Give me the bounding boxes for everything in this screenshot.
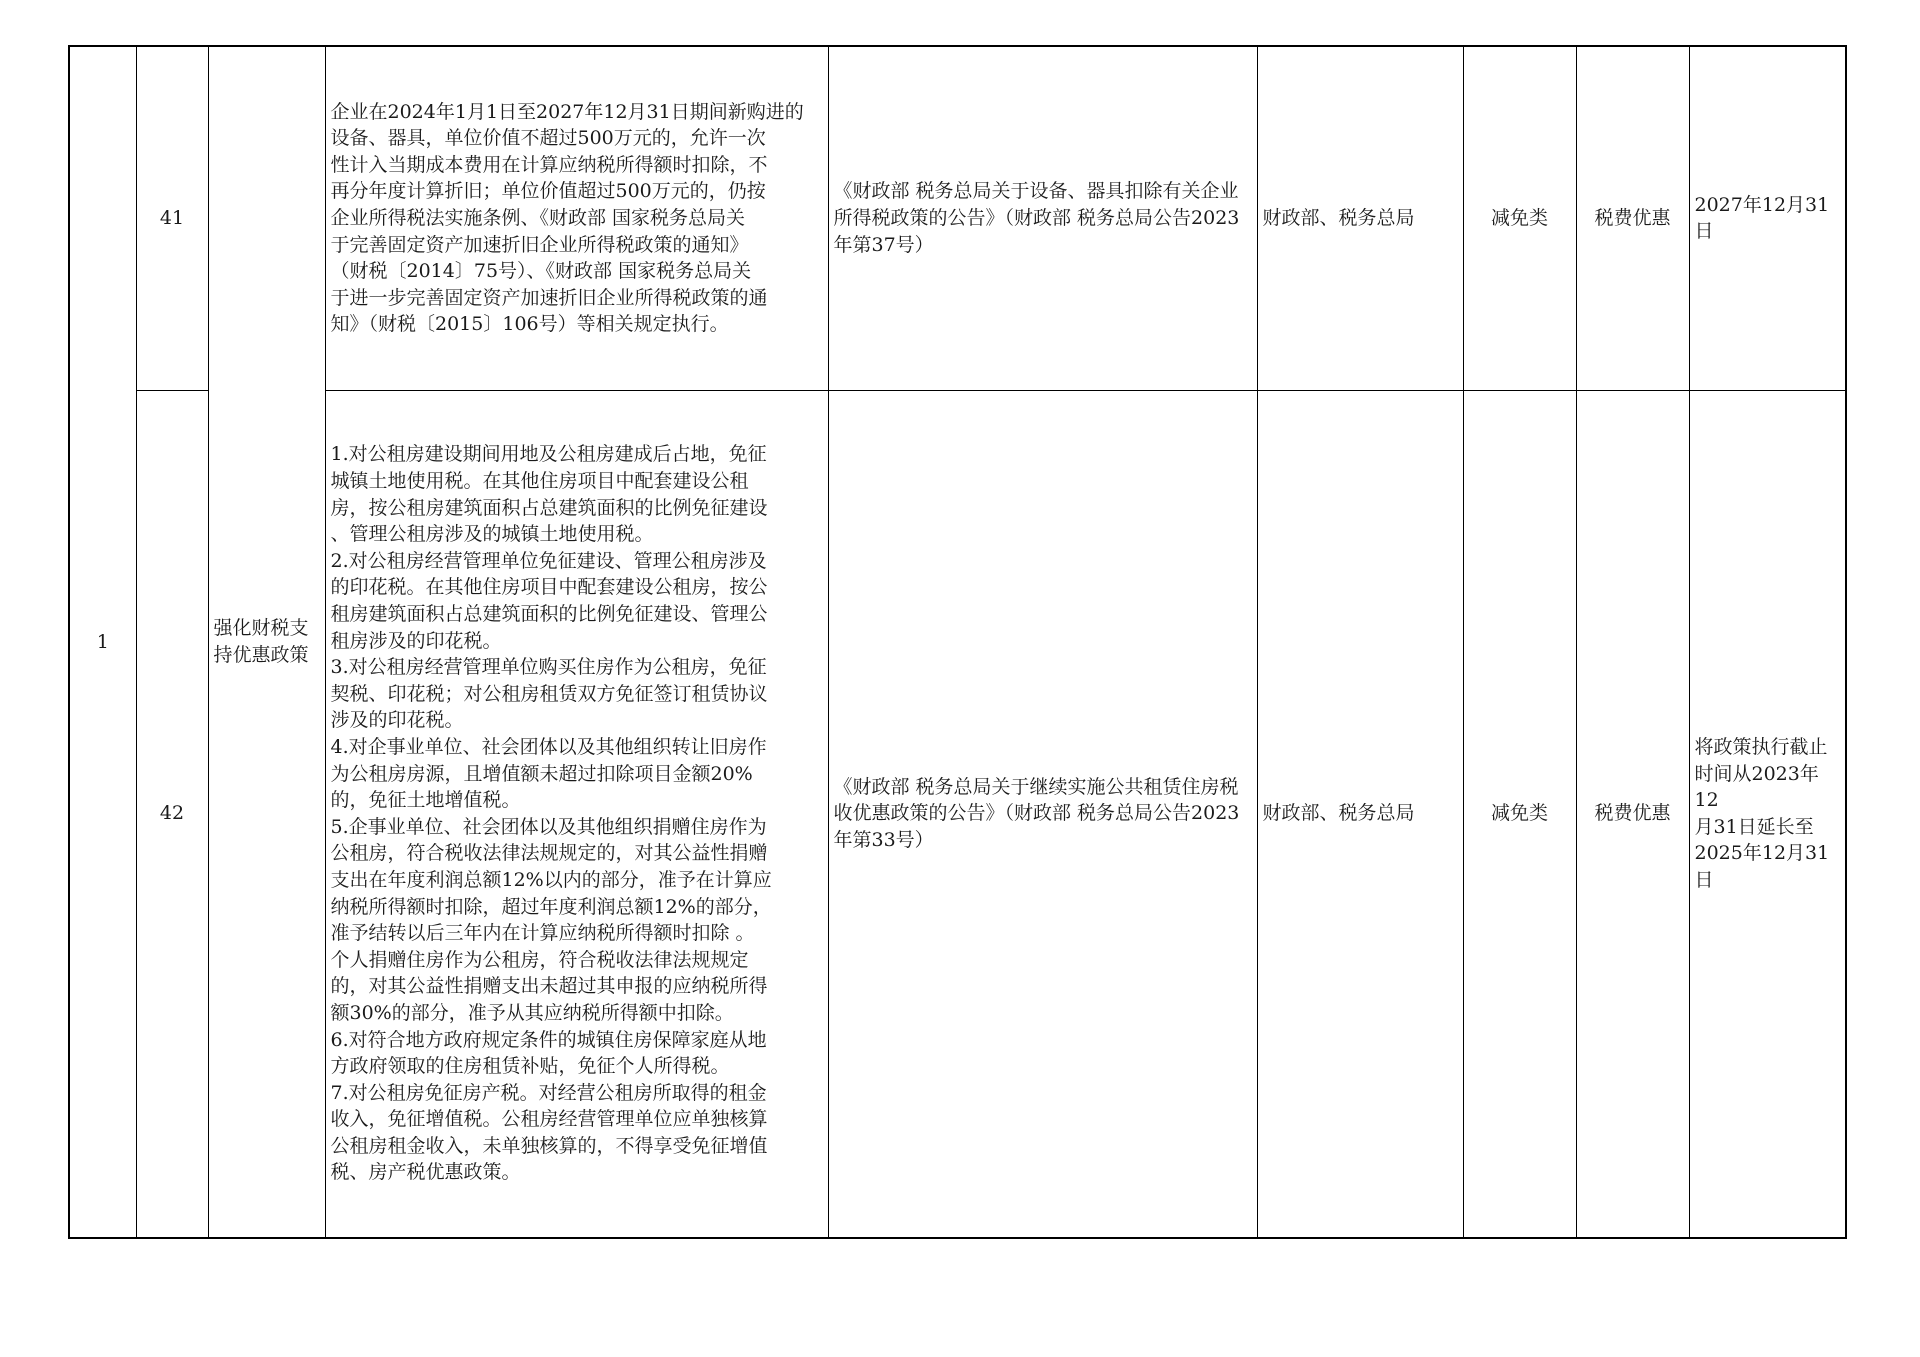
policy-type: 减免类: [1490, 802, 1548, 825]
policy-content: 1.对公租房建设期间用地及公租房建成后占地，免征 城镇土地使用税。在其他住房项目中配套建设公租 房，按公租房建筑面积占总建筑面积的比例免征建设 、管理公租房涉及的城镇土地使用税。 2.对公租房经营管理单位免征建设、管理公租房涉及 的印花税。在其他住房项目中配套建设公租房，按公 租房建筑面积占总建筑面积的比例免征建设、管理公 租房涉及的印花税。 3.对公租房经营管理单位购买住房作为公租房，免征 契税、印花税；对公租房租赁双方免征签订租赁协议 涉及的印花税。 4.对企事业单位、社会团体以及其他组织转让旧房作 为公租房房源，且增值额未超过扣除项目金额20% 的，免征土地增值税。 5.企事业单位、社会团体以及其他组织捐赠住房作为 公租房，符合税收法律法规规定的，对其公益性捐赠 支出在年度利润总额12%以内的部分，准予在计算应 纳税所得额时扣除，超过年度利润总额12%的部分， 准予结转以后三年内在计算应纳税所得额时扣除 。 个人捐赠住房作为公租房，符合税收法律法规规定 的，对其公益性捐赠支出未超过其申报的应纳税所得 额30%的部分，准予从其应纳税所得额中扣除。 6.对符合地方政府规定条件的城镇住房保障家庭从地 方政府领取的住房租赁补贴，免征个人所得税。 7.对公租房免征房产税。对经营公租房所取得的租金 收入，免征增值税。公租房经营管理单位应单独核算 公租房租金收入，未单独核算的，不得享受免征增值 税、房产税优惠政策。: [330, 443, 772, 1184]
measure-category-cell: [208, 46, 325, 1238]
measure-category: 强化财税支持优惠政策: [213, 617, 309, 666]
row-number-cell: [136, 46, 208, 390]
department: 财政部、税务总局: [1262, 206, 1415, 229]
policy-type-cell: [1463, 46, 1576, 390]
policy-type: 减免类: [1490, 206, 1548, 229]
policy-content-cell: [325, 390, 828, 1238]
policy-category-cell: [1576, 46, 1689, 390]
group-number-cell: [69, 46, 136, 1238]
row-number: 42: [159, 802, 185, 825]
table-row: [69, 390, 1846, 1238]
row-number-cell: [136, 390, 208, 1238]
policy-category: 税费优惠: [1594, 802, 1671, 825]
deadline-cell: [1689, 390, 1846, 1238]
department-cell: [1257, 390, 1463, 1238]
policy-category-cell: [1576, 390, 1689, 1238]
policy-basis: 《财政部 税务总局关于继续实施公共租赁住房税收优惠政策的公告》（财政部 税务总局公告2023年第33号）: [833, 775, 1240, 852]
department: 财政部、税务总局: [1262, 802, 1415, 825]
policy-category: 税费优惠: [1594, 206, 1671, 229]
deadline-cell: [1689, 46, 1846, 390]
department-cell: [1257, 46, 1463, 390]
policy-content-cell: [325, 46, 828, 390]
policy-type-cell: [1463, 390, 1576, 1238]
group-number: 1: [96, 630, 109, 653]
policy-basis: 《财政部 税务总局关于设备、器具扣除有关企业所得税政策的公告》（财政部 税务总局公告2023年第37号）: [833, 180, 1240, 256]
deadline: 2027年12月31日: [1694, 193, 1830, 243]
table-row: [69, 46, 1846, 390]
policy-content: 企业在2024年1月1日至2027年12月31日期间新购进的 设备、器具，单位价值不超过500万元的，允许一次 性计入当期成本费用在计算应纳税所得额时扣除，不 再分年度计算折旧；单位价值超过500万元的，仍按 企业所得税法实施条例、《财政部 国家税务总局关 于完善固定资产加速折旧企业所得税政策的通知》 （财税〔2014〕75号）、《财政部 国家税务总局关 于进一步完善固定资产加速折旧企业所得税政策的通 知》（财税〔2015〕106号）等相关规定执行。: [330, 100, 804, 336]
policy-basis-cell: [828, 390, 1257, 1238]
policy-basis-cell: [828, 46, 1257, 390]
policy-table: [68, 45, 1847, 1239]
deadline: 将政策执行截止 时间从2023年12 月31日延长至 2025年12月31日: [1694, 735, 1830, 891]
row-number: 41: [159, 206, 185, 229]
